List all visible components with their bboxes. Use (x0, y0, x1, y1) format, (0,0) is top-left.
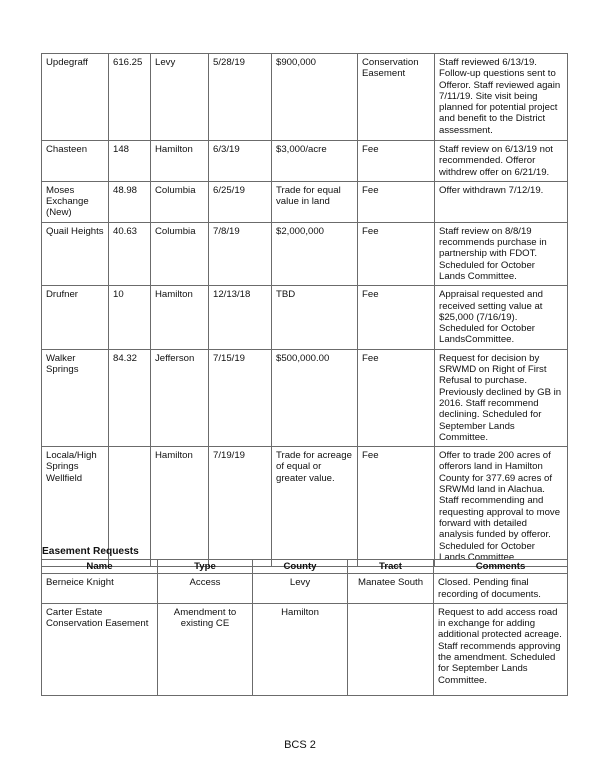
parcel-type: Fee (358, 222, 435, 285)
parcel-county: Jefferson (151, 349, 209, 446)
parcel-price: Trade for acreage of equal or greater value. (272, 447, 358, 567)
parcel-date: 12/13/18 (209, 286, 272, 349)
parcel-status: Staff review on 6/13/19 not recommended. Offeror withdrew offer on 6/21/19. (435, 141, 568, 182)
parcel-acres: 40.63 (109, 222, 151, 285)
parcel-acres: 84.32 (109, 349, 151, 446)
table-row (42, 349, 568, 446)
parcel-price: $900,000 (272, 54, 358, 141)
parcel-type: Fee (358, 286, 435, 349)
header-county: County (253, 560, 348, 574)
easement-type: Access (158, 574, 253, 604)
parcel-status: Appraisal requested and received setting value at $25,000 (7/16/19). Scheduled for October LandsCommittee. (435, 286, 568, 349)
parcel-name: Chasteen (42, 141, 109, 182)
parcel-county: Hamilton (151, 447, 209, 567)
parcel-acres: 48.98 (109, 181, 151, 222)
section-heading: Easement Requests (42, 546, 139, 557)
parcel-status: Staff review on 8/8/19 recommends purchase in partnership with FDOT. Scheduled for October Lands Committee. (435, 222, 568, 285)
parcel-status: Offer withdrawn 7/12/19. (435, 181, 568, 222)
easement-county: Levy (253, 574, 348, 604)
parcel-county: Levy (151, 54, 209, 141)
header-name: Name (42, 560, 158, 574)
table-row (42, 574, 568, 604)
parcel-status: Staff reviewed 6/13/19. Follow-up questions sent to Offeror. Staff reviewed again 7/11/19. Site visit being planned for potential project and benefit to the District assessment. (435, 54, 568, 141)
parcel-name: Locala/High Springs Wellfield (42, 447, 109, 567)
easement-requests-table (41, 559, 568, 696)
page-footer: BCS 2 (284, 739, 316, 751)
parcel-date: 5/28/19 (209, 54, 272, 141)
parcel-price: TBD (272, 286, 358, 349)
parcel-price: Trade for equal value in land (272, 181, 358, 222)
easement-comments: Request to add access road in exchange for adding additional protected acreage. Staff recommends approving the amendment. Scheduled for September Lands Committee. (434, 603, 568, 695)
parcel-type: Fee (358, 447, 435, 567)
parcel-acres: 616.25 (109, 54, 151, 141)
table-header-row (42, 560, 568, 574)
table-row (42, 286, 568, 349)
parcel-type: Fee (358, 181, 435, 222)
parcel-status: Offer to trade 200 acres of offerors land in Hamilton County for 377.69 acres of SRWMd land in Alachua. Staff recommending and requesting approval to move forward with detailed analysis funded by offeror. Scheduled for October Lands Committee. (435, 447, 568, 567)
parcel-name: Walker Springs (42, 349, 109, 446)
header-comments: Comments (434, 560, 568, 574)
parcel-date: 6/3/19 (209, 141, 272, 182)
easement-tract: Manatee South (348, 574, 434, 604)
parcel-type: Conservation Easement (358, 54, 435, 141)
parcel-date: 7/15/19 (209, 349, 272, 446)
parcel-name: Drufner (42, 286, 109, 349)
table-row (42, 222, 568, 285)
parcel-county: Columbia (151, 181, 209, 222)
header-tract: Tract (348, 560, 434, 574)
easement-name: Berneice Knight (42, 574, 158, 604)
easement-name: Carter Estate Conservation Easement (42, 603, 158, 695)
easement-type: Amendment to existing CE (158, 603, 253, 695)
parcel-date: 6/25/19 (209, 181, 272, 222)
parcel-name: Moses Exchange (New) (42, 181, 109, 222)
parcel-name: Updegraff (42, 54, 109, 141)
parcel-price: $500,000.00 (272, 349, 358, 446)
parcel-status: Request for decision by SRWMD on Right of First Refusal to purchase. Previously declined by GB in 2016. Staff recommend declining. Scheduled for September Lands Committee. (435, 349, 568, 446)
parcel-type: Fee (358, 141, 435, 182)
parcel-county: Columbia (151, 222, 209, 285)
parcel-price: $2,000,000 (272, 222, 358, 285)
easement-tract (348, 603, 434, 695)
parcel-offers-table (41, 53, 568, 567)
table-row (42, 54, 568, 141)
parcel-date: 7/8/19 (209, 222, 272, 285)
parcel-name: Quail Heights (42, 222, 109, 285)
easement-comments: Closed. Pending final recording of documents. (434, 574, 568, 604)
parcel-date: 7/19/19 (209, 447, 272, 567)
parcel-acres: 148 (109, 141, 151, 182)
parcel-county: Hamilton (151, 141, 209, 182)
table-row (42, 181, 568, 222)
parcel-price: $3,000/acre (272, 141, 358, 182)
parcel-acres: 10 (109, 286, 151, 349)
parcel-type: Fee (358, 349, 435, 446)
parcel-county: Hamilton (151, 286, 209, 349)
table-row (42, 603, 568, 695)
easement-county: Hamilton (253, 603, 348, 695)
header-type: Type (158, 560, 253, 574)
table-row (42, 141, 568, 182)
